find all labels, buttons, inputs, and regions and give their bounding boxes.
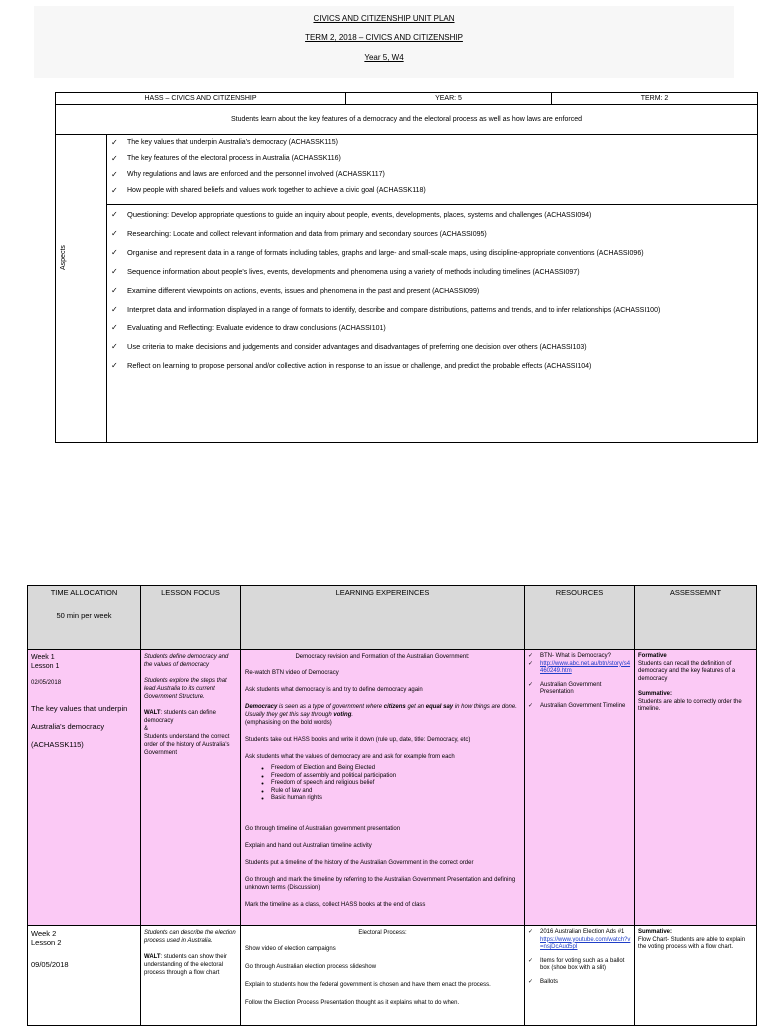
def-text: get an	[405, 704, 426, 710]
checkmark-icon: ✓	[111, 138, 118, 147]
lesson-title: Electoral Process:	[358, 930, 407, 936]
value-item: ◦ Rule of law and	[271, 788, 520, 796]
resource-item	[528, 937, 631, 952]
democracy-definition	[245, 703, 520, 719]
lesson-title: Democracy revision and Formation of the Australian Government:	[295, 654, 470, 660]
checkmark-icon: ✓	[528, 929, 534, 935]
week-2-focus-cell	[141, 926, 241, 1026]
week-1-label	[28, 650, 140, 674]
walt-body: : students can define democracy	[144, 710, 216, 724]
value-item: ◦ Freedom of assembly and political participation	[271, 773, 520, 781]
walt-ampersand: &	[144, 726, 149, 732]
checkmark-icon: ✓	[111, 210, 118, 219]
learning-experiences-header: LEARNING EXPEREINCES	[241, 586, 525, 650]
skill-lead: Questioning:	[127, 210, 170, 219]
checkmark-icon: ✓	[111, 342, 118, 351]
def-bold: equal say	[425, 704, 454, 710]
week-2-resources-cell	[525, 926, 635, 1026]
def-text: is seen as a type of government where	[277, 704, 384, 710]
walt-label: WALT	[144, 710, 161, 716]
learning-step: Go through Australian election process slideshow	[245, 964, 377, 970]
definition-note: (emphasising on the bold words)	[245, 720, 332, 726]
key-area-item	[111, 186, 753, 202]
week-1-content-descriptor: The key values that underpin Australia's democracy (ACHASSK115)	[31, 704, 128, 749]
week-label: Week 1	[31, 654, 55, 661]
walt-label: WALT	[144, 954, 161, 960]
def-bold: voting	[333, 712, 352, 718]
learning-step: Follow the Election Process Presentation thought as it explains what to do when.	[245, 1000, 460, 1006]
aspects-header-row	[56, 93, 758, 105]
skill-text: Evaluate evidence to draw conclusions (ACHASSI101)	[214, 325, 386, 332]
time-allocation-header	[28, 586, 141, 650]
formative-text: Students can recall the definition of democracy and the key features of a democracy	[638, 660, 736, 682]
week-1-date: 02/05/2018	[31, 680, 62, 686]
summative-text: Flow Chart- Students are able to explain the voting process with a flow chart.	[638, 936, 746, 950]
key-areas-list	[107, 135, 757, 204]
week-2-time-cell	[28, 926, 141, 1026]
resource-item	[528, 682, 631, 697]
skill-item	[111, 248, 753, 258]
aspects-body-row	[56, 135, 758, 443]
resource-item	[528, 929, 631, 937]
skill-item	[111, 305, 753, 315]
aspects-description-row	[56, 105, 758, 135]
skill-lead: Researching:	[127, 229, 172, 238]
skill-text: displayed in a range of formats to identify, describe and compare distributions, patterns and trends, and to infer relationships (ACHASSI100)	[225, 307, 661, 314]
learning-step: Re-watch BTN video of Democracy	[245, 670, 339, 676]
checkmark-icon: ✓	[111, 186, 118, 195]
skill-text: Locate and collect relevant information and data from primary and secondary sources (ACHASSI095)	[171, 231, 487, 238]
resource-item	[528, 661, 631, 676]
unit-description: Students learn about the key features of a democracy and the electoral process as well as how laws are enforced	[56, 105, 758, 135]
learning-step: Mark the timeline as a class, collect HASS books at the end of class	[245, 901, 426, 908]
summative-heading: Summative:	[638, 929, 673, 935]
week-label: Week 2	[31, 929, 57, 938]
time-allocation-sub: 50 min per week	[56, 611, 112, 620]
learning-step: Explain to students how the federal government is chosen and have them enact the process.	[245, 982, 491, 988]
walt-body: : students can show their understanding of the electoral process through a flow chart	[144, 954, 227, 976]
def-text: .	[351, 712, 354, 718]
skill-text: about people's lives, events, developments and phenomena using a variety of methods including timelines (ACHASSI097)	[199, 269, 580, 276]
skill-item	[111, 210, 753, 220]
summative-heading: Summative:	[638, 691, 673, 697]
skill-item	[111, 229, 753, 239]
unit-plan-title: CIVICS AND CITIZENSHIP UNIT PLAN	[313, 14, 455, 23]
resource-text: Items for voting such as a ballot box (shoe box with a slit)	[540, 957, 625, 971]
aspects-label: Aspects	[60, 245, 67, 270]
def-text: in how things are done. Usually they get this say through	[245, 704, 517, 718]
learning-step: Ask students what the values of democracy are and ask for example from each	[245, 754, 455, 760]
week-1-focus-cell	[141, 650, 241, 926]
key-area-text: The key values that underpin Australia's democracy (ACHASSK115)	[127, 139, 338, 146]
checkmark-icon: ✓	[528, 653, 534, 659]
resource-item	[528, 958, 631, 973]
checkmark-icon: ✓	[111, 361, 118, 370]
learning-step: Students take out HASS books and write it down (rule up, date, title: Democracy, etc)	[245, 737, 471, 743]
week-1-learning-cell	[241, 650, 525, 926]
learning-step: Ask students what democracy is and try to define democracy again	[245, 687, 423, 693]
key-area-item	[111, 170, 753, 186]
resource-text: 2016 Australian Election Ads #1	[540, 929, 625, 935]
plan-header-row	[28, 586, 757, 650]
checkmark-icon: ✓	[111, 305, 118, 314]
skill-item	[111, 342, 753, 352]
checkmark-icon: ✓	[111, 170, 118, 179]
learning-step: Show video of election campaigns	[245, 946, 336, 952]
walt-text	[144, 709, 237, 725]
skill-lead: Examine different viewpoints	[127, 286, 223, 295]
resource-text: Australian Government Presentation	[540, 681, 602, 695]
subject-cell: HASS – CIVICS AND CITIZENSHIP	[56, 93, 346, 105]
checkmark-icon: ✓	[528, 957, 534, 964]
key-area-text: Why regulations and laws are enforced and the personnel involved (ACHASSK117)	[127, 171, 385, 178]
assessment-header: ASSESSEMNT	[635, 586, 757, 650]
checkmark-icon: ✓	[111, 154, 118, 163]
key-area-item	[111, 154, 753, 170]
skill-lead: Evaluating and Reflecting:	[127, 323, 215, 332]
checkmark-icon: ✓	[111, 229, 118, 238]
week-2-row	[28, 926, 757, 1026]
time-allocation-label: TIME ALLOCATION	[50, 588, 118, 597]
week-1-time-cell	[28, 650, 141, 926]
lesson-label: Lesson 2	[31, 938, 62, 947]
aspects-label-cell	[56, 135, 107, 443]
resource-text: BTN- What is Democracy?	[540, 653, 612, 659]
formative-heading: Formative	[638, 653, 667, 659]
summative-text: Students are able to correctly order the timeline.	[638, 698, 742, 712]
checkmark-icon: ✓	[528, 660, 534, 667]
key-area-text: How people with shared beliefs and values work together to achieve a civic goal (ACHASSK118)	[127, 187, 426, 194]
skill-text: data in a range of formats including tables, graphs and large- and small-scale maps, using discipline-appropriate conventions (ACHASSI096)	[205, 250, 644, 257]
skill-text: to propose personal and/or collective action in response to an issue or challenge, and predict the probable effects (ACHASSI104)	[189, 363, 592, 370]
resource-link[interactable]: https://www.youtube.com/watch?v=nsjDcAud5pI	[540, 936, 631, 950]
key-area-item	[111, 138, 753, 154]
lesson-focus-header: LESSON FOCUS	[141, 586, 241, 650]
week-2-learning-cell	[241, 926, 525, 1026]
week-2-assessment-cell	[635, 926, 757, 1026]
document-header	[34, 6, 734, 78]
resource-text: Ballots	[540, 978, 559, 985]
learning-step: Students put a timeline of the history of the Australian Government in the correct order	[245, 859, 474, 866]
value-item: ◦ Basic human rights	[271, 795, 520, 803]
learning-step: Go through timeline of Australian government presentation	[245, 825, 401, 832]
focus-text: Students explore the steps that lead Australia to its current Government Structure.	[144, 678, 227, 700]
checkmark-icon: ✓	[528, 702, 534, 709]
year-cell: YEAR: 5	[346, 93, 552, 105]
aspects-content-cell	[107, 135, 758, 443]
checkmark-icon: ✓	[528, 978, 534, 985]
week-1-row	[28, 650, 757, 926]
skill-lead: Sequence information	[127, 267, 200, 276]
value-item: ◦ Freedom of speech and religious belief	[271, 780, 520, 788]
skill-text: on actions, events, issues and phenomena in the past and present (ACHASSI099)	[222, 288, 480, 295]
skill-text: and judgements and consider advantages and disadvantages of preferring one decision over others (ACHASSI103)	[227, 344, 587, 351]
resource-item	[528, 653, 631, 661]
checkmark-icon: ✓	[528, 681, 534, 688]
skill-item	[111, 286, 753, 296]
learning-step: Go through and mark the timeline by referring to the Australian Government Presentation and defining unknown terms (Discussion)	[245, 876, 516, 891]
resource-item	[528, 703, 631, 711]
skill-item	[111, 267, 753, 277]
skill-lead: Interpret data and information	[127, 305, 226, 314]
walt-text	[144, 953, 237, 977]
week-2-date: 09/05/2018	[31, 960, 69, 969]
walt-body: Students understand the correct order of the history of Australia's Government	[144, 734, 230, 756]
focus-text: Students define democracy and the values of democracy	[144, 654, 229, 668]
week-1-resources-cell	[525, 650, 635, 926]
aspects-table	[55, 92, 758, 443]
resource-link[interactable]: http://www.abc.net.au/btn/story/s4460249.htm	[540, 660, 631, 674]
lesson-label: Lesson 1	[31, 663, 60, 670]
skill-item	[111, 361, 753, 371]
checkmark-icon: ✓	[111, 323, 118, 332]
learning-step: Explain and hand out Australian timeline activity	[245, 842, 372, 849]
focus-text: Students can describe the election process used in Australia.	[144, 930, 236, 944]
skill-text: Develop appropriate questions to guide an inquiry about people, events, developments, places, systems and challenges (ACHASSI094)	[169, 212, 592, 219]
year-title: Year 5, W4	[364, 53, 404, 62]
resource-item	[528, 979, 631, 987]
term-title: TERM 2, 2018 – CIVICS AND CITIZENSHIP	[305, 33, 463, 42]
value-item: ◦ Freedom of Election and Being Elected	[271, 765, 520, 773]
resources-header: RESOURCES	[525, 586, 635, 650]
week-1-assessment-cell	[635, 650, 757, 926]
skill-item	[111, 323, 753, 333]
skill-lead: Reflect on learning	[127, 361, 190, 370]
resource-text: Australian Government Timeline	[540, 702, 626, 709]
checkmark-icon: ✓	[111, 286, 118, 295]
def-bold: citizens	[383, 704, 406, 710]
skills-list	[107, 204, 757, 442]
term-cell: TERM: 2	[552, 93, 758, 105]
checkmark-icon: ✓	[111, 267, 118, 276]
skill-lead: Organise and represent	[127, 248, 206, 257]
key-area-text: The key features of the electoral process in Australia (ACHASSK116)	[127, 155, 341, 162]
skill-lead: Use criteria to make decisions	[127, 342, 228, 351]
unit-plan-table	[27, 585, 757, 1026]
week-2-label	[28, 926, 140, 950]
checkmark-icon: ✓	[111, 248, 118, 257]
def-bold: Democracy	[245, 704, 278, 710]
democracy-values-list	[245, 765, 520, 803]
